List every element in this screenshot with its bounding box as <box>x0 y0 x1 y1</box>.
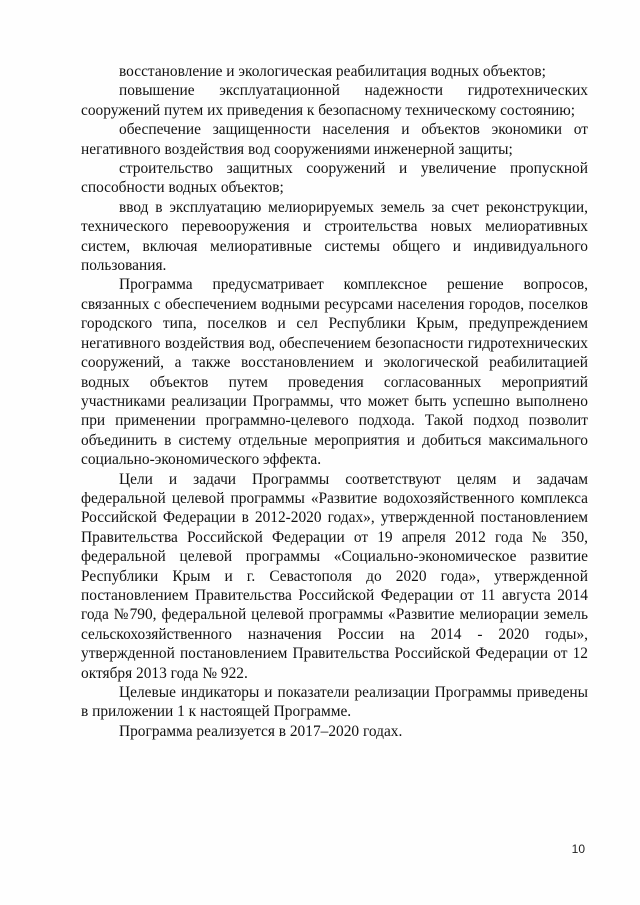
document-body <box>81 62 588 741</box>
list-item-reliability: повышение эксплуатационной надежности гидротехнических сооружений путем их приведения к безопасному техническому состоянию; <box>81 82 588 119</box>
paragraph-timeline: Программа реализуется в 2017–2020 годах. <box>119 722 403 740</box>
list-item-protection: обеспечение защищенности населения и объектов экономики от негативного воздействия вод сооружениями инженерной защиты; <box>81 121 588 158</box>
paragraph-program-approach: Программа предусматривает комплексное решение вопросов, связанных с обеспечением водными ресурсами населения городов, поселков городского типа, поселков и сел Республики Крым, предупреждением негативного воздействия вод, обеспечением безопасности гидротехнических сооружений, а также восстановлением и экологической реабилитацией водных объектов путем проведения согласованных мероприятий участниками реализации Программы, что может быть успешно выполнено при применении программно-целевого подхода. Такой подход позволит объединить в систему отдельные мероприятия и добиться максимального социально-экономического эффекта. <box>81 276 588 469</box>
page-number: 10 <box>571 842 585 856</box>
list-item-land-reclamation: ввод в эксплуатацию мелиорируемых земель за счет реконструкции, технического перевооружения и строительства новых мелиоративных систем, включая мелиоративные системы общего и индивидуального пользования. <box>81 198 588 275</box>
paragraph-goals: Цели и задачи Программы соответствуют целям и задачам федеральной целевой программы «Развитие водохозяйственного комплекса Российской Федерации в 2012-2020 годах», утвержденной постановлением Правительства Российской Федерации от 19 апреля 2012 года № 350, федеральной целевой программы «Социально-экономическое развитие Республики Крым и г. Севастополя до 2020 года», утвержденной постановлением Правительства Российской Федерации от 11 августа 2014 года №790, федеральной целевой программы «Развитие мелиорации земель сельскохозяйственного назначения России на 2014 - 2020 годы», утвержденной постановлением Правительства Российской Федерации от 12 октября 2013 года № 922. <box>81 470 588 682</box>
list-item-restoration: восстановление и экологическая реабилитация водных объектов; <box>119 63 546 80</box>
list-item-construction: строительство защитных сооружений и увеличение пропускной способности водных объектов; <box>81 160 588 197</box>
paragraph-indicators: Целевые индикаторы и показатели реализации Программы приведены в приложении 1 к настоящей Программе. <box>81 684 588 721</box>
